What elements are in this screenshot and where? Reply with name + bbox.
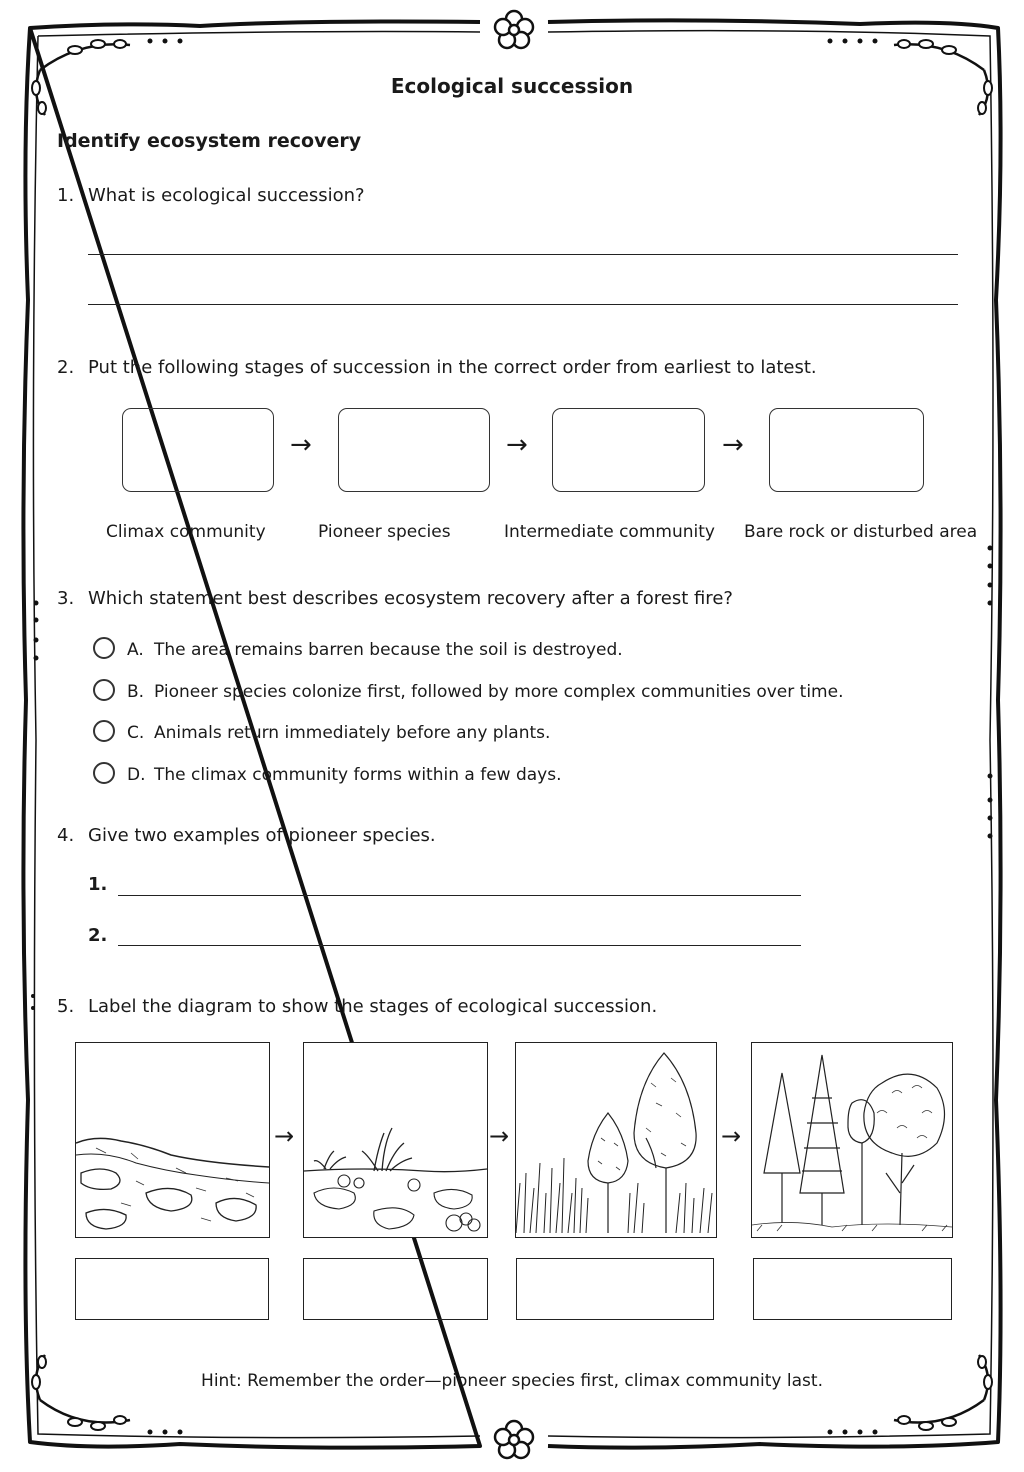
- option-b[interactable]: [93, 679, 843, 702]
- arrow-right-icon: →: [506, 430, 528, 460]
- question-1: [57, 185, 365, 206]
- pioneer-plants-illustration: [303, 1042, 488, 1238]
- stage-answer-box[interactable]: [769, 408, 924, 492]
- question-4: [57, 825, 436, 846]
- question-text: Label the diagram to show the stages of ecological succession.: [88, 996, 658, 1017]
- climax-forest-illustration: [751, 1042, 953, 1238]
- arrow-right-icon: →: [274, 1122, 295, 1150]
- word-bank-item: Climax community: [106, 522, 266, 542]
- question-3: [57, 588, 733, 609]
- page-title: Ecological succession: [390, 74, 634, 98]
- option-letter: A.: [127, 640, 144, 660]
- diagram-label-box[interactable]: [516, 1258, 714, 1320]
- question-number: 1.: [57, 185, 75, 206]
- radio-circle-icon[interactable]: [93, 637, 115, 659]
- blank-number: 1.: [88, 874, 108, 895]
- question-text: Which statement best describes ecosystem recovery after a forest fire?: [88, 588, 733, 609]
- option-letter: D.: [127, 765, 146, 785]
- question-text: What is ecological succession?: [88, 185, 365, 206]
- option-letter: B.: [127, 682, 145, 702]
- answer-line[interactable]: [88, 304, 958, 305]
- arrow-right-icon: →: [290, 430, 312, 460]
- stage-answer-box[interactable]: [122, 408, 274, 492]
- option-text: The climax community forms within a few days.: [154, 765, 562, 785]
- option-text: The area remains barren because the soil is destroyed.: [154, 640, 623, 660]
- question-number: 2.: [57, 357, 75, 378]
- intermediate-community-illustration: [515, 1042, 717, 1238]
- question-number: 3.: [57, 588, 75, 609]
- question-text: Put the following stages of succession in the correct order from earliest to latest.: [88, 357, 817, 378]
- option-a[interactable]: [93, 637, 623, 660]
- word-bank-item: Intermediate community: [504, 522, 715, 542]
- word-bank-item: Pioneer species: [318, 522, 451, 542]
- option-text: Animals return immediately before any plants.: [154, 723, 551, 743]
- stage-answer-box[interactable]: [552, 408, 705, 492]
- blank-number: 2.: [88, 925, 108, 946]
- arrow-right-icon: →: [489, 1122, 510, 1150]
- arrow-right-icon: →: [721, 1122, 742, 1150]
- diagram-label-box[interactable]: [753, 1258, 952, 1320]
- radio-circle-icon[interactable]: [93, 762, 115, 784]
- question-5: [57, 996, 657, 1017]
- option-d[interactable]: [93, 762, 562, 785]
- section-title: Identify ecosystem recovery: [57, 130, 362, 152]
- question-number: 5.: [57, 996, 75, 1017]
- bare-rock-illustration: [75, 1042, 270, 1238]
- question-text: Give two examples of pioneer species.: [88, 825, 436, 846]
- question-2: [57, 357, 817, 378]
- option-letter: C.: [127, 723, 145, 743]
- radio-circle-icon[interactable]: [93, 720, 115, 742]
- option-c[interactable]: [93, 720, 550, 743]
- diagram-label-box[interactable]: [75, 1258, 269, 1320]
- word-bank-item: Bare rock or disturbed area: [744, 522, 978, 542]
- arrow-right-icon: →: [722, 430, 744, 460]
- answer-line[interactable]: [88, 254, 958, 255]
- option-text: Pioneer species colonize first, followed by more complex communities over time.: [154, 682, 844, 702]
- answer-line[interactable]: [118, 945, 801, 946]
- answer-line[interactable]: [118, 895, 801, 896]
- diagram-label-box[interactable]: [303, 1258, 488, 1320]
- stage-answer-box[interactable]: [338, 408, 490, 492]
- radio-circle-icon[interactable]: [93, 679, 115, 701]
- hint-text: Hint: Remember the order—pioneer species first, climax community last.: [201, 1371, 823, 1391]
- question-number: 4.: [57, 825, 75, 846]
